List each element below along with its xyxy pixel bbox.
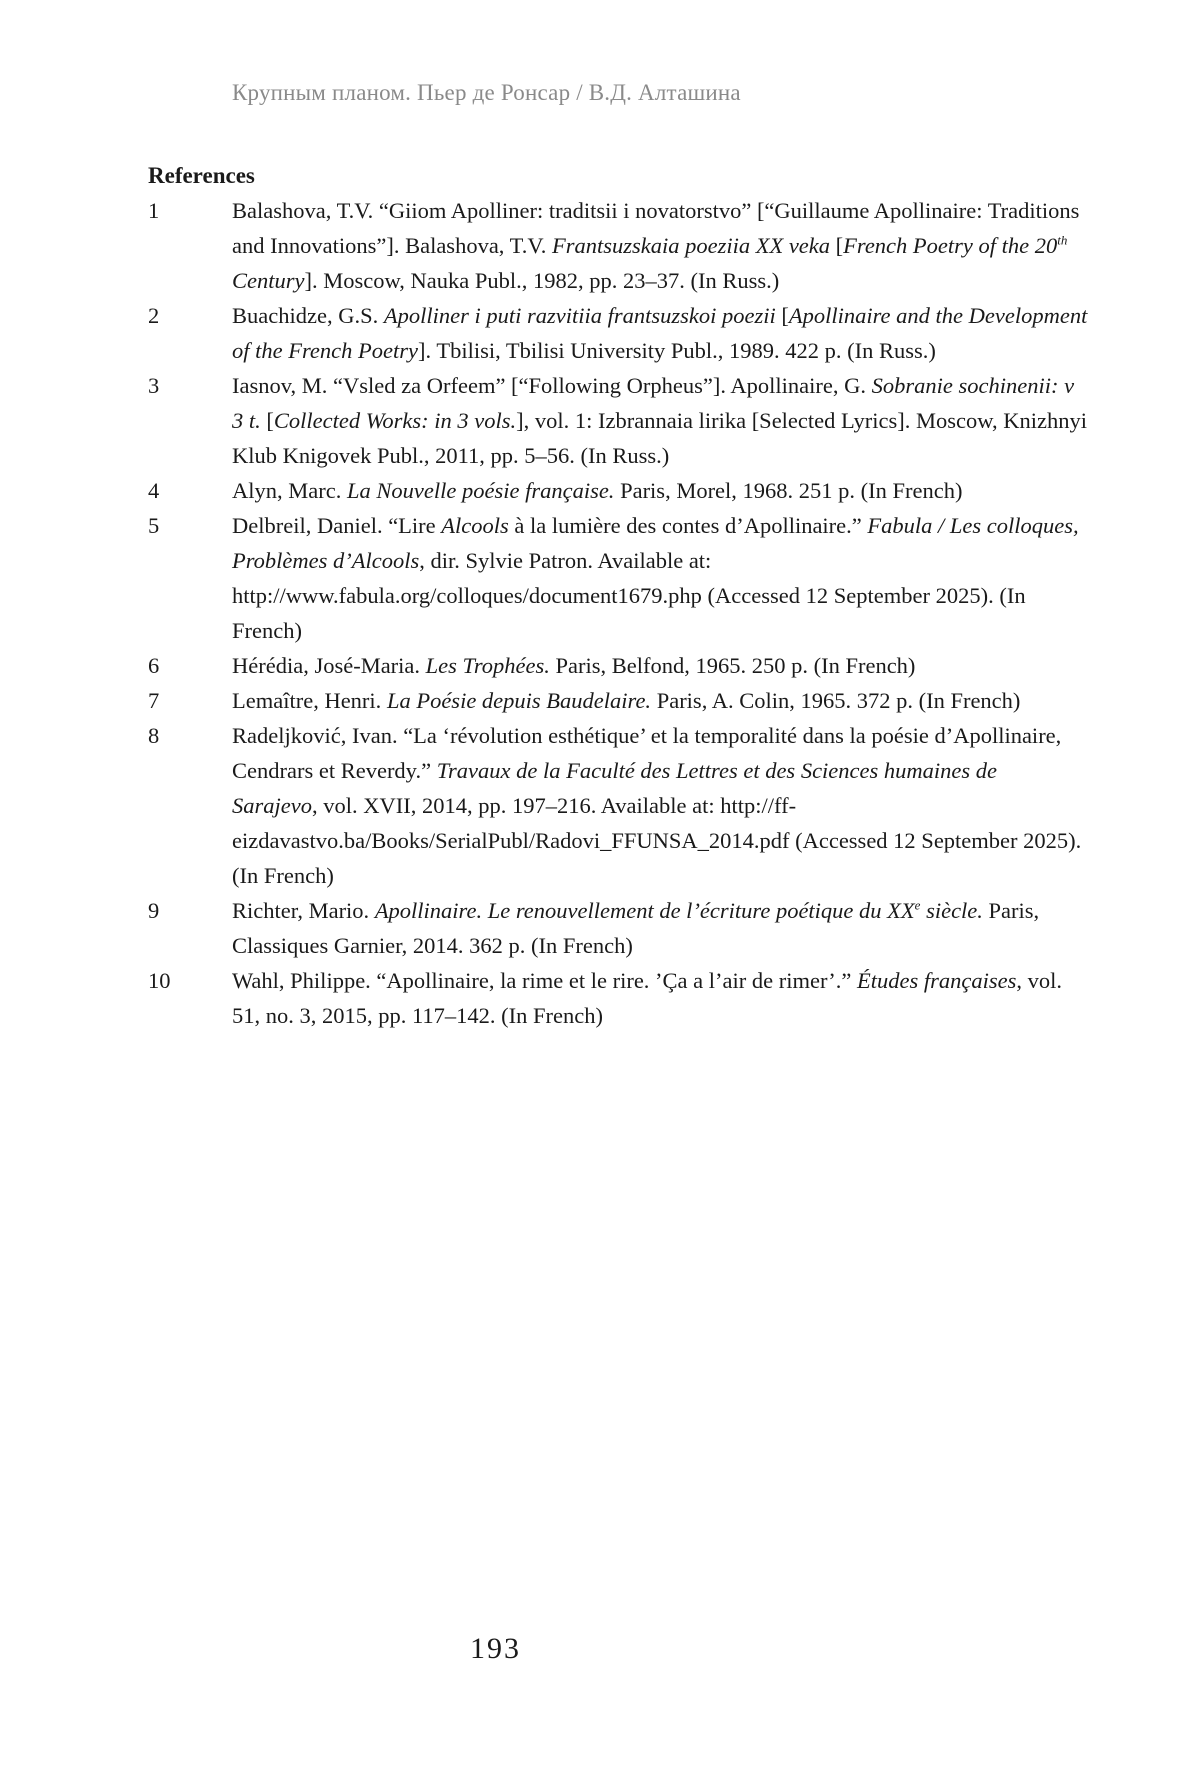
reference-segment: Alyn, Marc. [232,478,347,503]
reference-segment: ]. Tbilisi, Tbilisi University Publ., 1989. 422 p. (In Russ.) [417,338,936,363]
references-section [148,158,1088,1033]
reference-segment: Delbreil, Daniel. “Lire [232,513,442,538]
reference-italic-segment: Century [232,268,305,293]
reference-italic-segment: Apollinaire. Le renouvellement de l’écriture poétique du XX [374,898,915,923]
reference-item [148,893,1088,963]
reference-segment: Paris, A. Colin, 1965. 372 p. (In French) [651,688,1021,713]
reference-segment: , vol. XVII, 2014, pp. 197–216. Available at: http://ff-eizdavastvo.ba/Books/SerialPubl/Radovi_FFUNSA_2014.pdf (Accessed 12 September 2025). (In French) [232,793,1082,888]
reference-number: 9 [148,898,160,923]
reference-italic-segment: Alcools [441,513,509,538]
reference-italic-segment: French Poetry of the 20 [843,233,1058,258]
reference-item [148,683,1088,718]
reference-item [148,298,1088,368]
reference-item [148,648,1088,683]
page-number: 193 [470,1632,521,1665]
reference-number: 8 [148,723,160,748]
reference-segment: ], vol. 1: Izbrannaia lirika [Selected Lyrics]. Moscow, Knizhnyi Klub Knigovek Publ., 2011, pp. 5–56. (In Russ.) [232,408,1088,468]
reference-number: 6 [148,653,160,678]
reference-text [232,193,1088,298]
reference-segment: Paris, Morel, 1968. 251 p. (In French) [614,478,963,503]
reference-segment: Richter, Mario. [232,898,375,923]
reference-italic-segment: siècle. [920,898,983,923]
reference-item [148,508,1088,648]
reference-segment: , vol. 51, no. 3, 2015, pp. 117–142. (In French) [232,968,1063,1028]
reference-segment: [ [260,408,274,433]
reference-segment: ]. Moscow, Nauka Publ., 1982, pp. 23–37. (In Russ.) [304,268,780,293]
reference-number: 4 [148,478,160,503]
reference-text [232,648,1088,683]
reference-item [148,718,1088,893]
reference-italic-segment: Frantsuzskaia poeziia XX veka [551,233,831,258]
reference-item [148,963,1088,1033]
reference-number: 3 [148,373,160,398]
reference-text [232,473,1088,508]
reference-segment: , dir. Sylvie Patron. Available at: http://www.fabula.org/colloques/document1679.php (Accessed 12 September 2025). (In French) [232,548,1026,643]
reference-segment: Wahl, Philippe. “Apollinaire, la rime et le rire. ’Ça a l’air de rimer’.” [232,968,858,993]
reference-italic-segment: Les Trophées. [425,653,550,678]
reference-segment: [ [775,303,789,328]
reference-text [232,718,1088,893]
reference-italic-segment: th [1057,232,1068,248]
reference-italic-segment: e [914,897,921,913]
reference-number: 5 [148,513,160,538]
running-head: Крупным планом. Пьер де Ронсар / В.Д. Алташина [232,80,741,105]
reference-segment: [ [830,233,844,258]
reference-number: 7 [148,688,160,713]
references-list [148,193,1088,1033]
reference-segment: Hérédia, José-Maria. [232,653,426,678]
reference-italic-segment: Travaux de la Faculté des Lettres et des Sciences humaines de Sarajevo [232,758,997,818]
reference-segment: Balashova, T.V. “Giiom Apolliner: traditsii i novatorstvo” [“Guillaume Apollinaire: Traditions and Innovations”]. Balashova, T.V. [232,198,1080,258]
reference-text [232,298,1088,368]
reference-italic-segment: Apollinaire and the Development of the French Poetry [232,303,1088,363]
reference-item [148,368,1088,473]
reference-text [232,683,1088,718]
reference-text [232,893,1088,963]
reference-segment: Radeljković, Ivan. “La ‘révolution esthétique’ et la temporalité dans la poésie d’Apollinaire, Cendrars et Reverdy.” [232,723,1062,783]
reference-text [232,508,1088,648]
reference-segment: Paris, Classiques Garnier, 2014. 362 p. (In French) [232,898,1040,958]
reference-italic-segment: Apolliner i puti razvitiia frantsuzskoi poezii [383,303,776,328]
reference-item [148,473,1088,508]
reference-italic-segment: Fabula / Les colloques, Problèmes d’Alcools [232,513,1079,573]
reference-item [148,193,1088,298]
reference-number: 1 [148,198,160,223]
reference-segment: Buachidze, G.S. [232,303,384,328]
reference-italic-segment: Collected Works: in 3 vols. [273,408,517,433]
reference-text [232,963,1088,1033]
reference-segment: Lemaître, Henri. [232,688,387,713]
reference-italic-segment: Sobranie sochinenii: v 3 t. [232,373,1075,433]
references-heading: References [148,163,255,188]
reference-italic-segment: La Nouvelle poésie française. [346,478,615,503]
reference-text [232,368,1088,473]
reference-italic-segment: Études françaises [857,968,1017,993]
reference-segment: à la lumière des contes d’Apollinaire.” [508,513,868,538]
reference-number: 2 [148,303,160,328]
reference-segment: Iasnov, M. “Vsled za Orfeem” [“Following Orpheus”]. Apollinaire, G. [232,373,872,398]
reference-number: 10 [148,968,171,993]
reference-italic-segment: La Poésie depuis Baudelaire. [386,688,652,713]
reference-segment: Paris, Belfond, 1965. 250 p. (In French) [549,653,916,678]
